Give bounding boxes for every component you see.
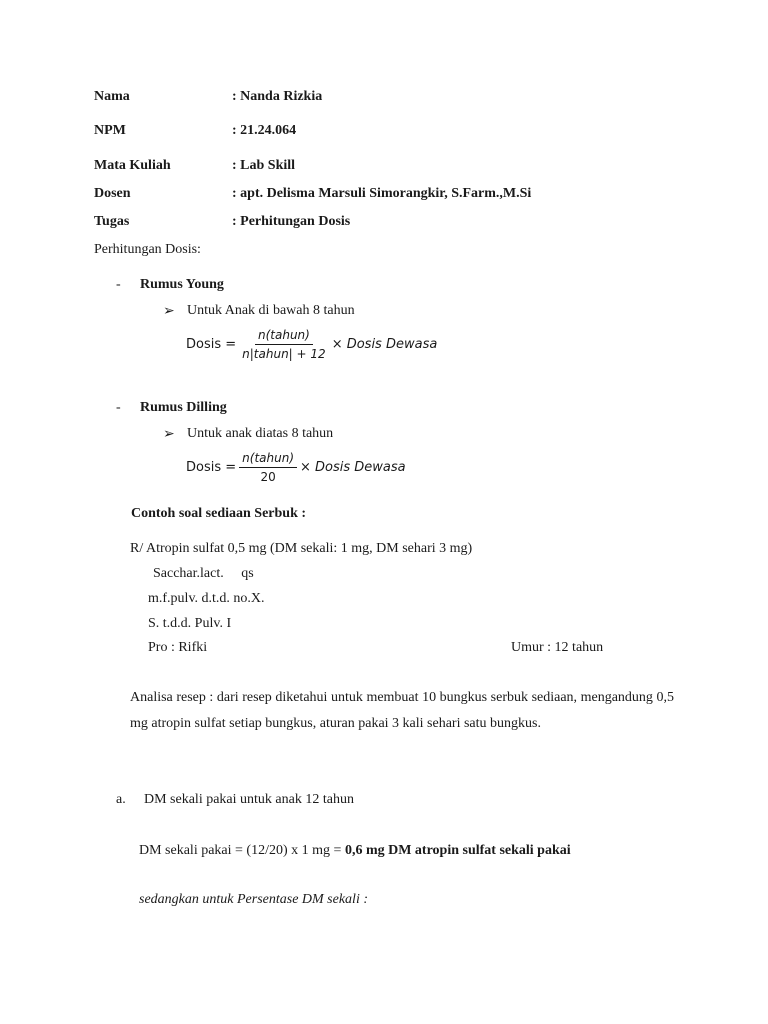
label-npm: NPM bbox=[94, 123, 126, 138]
young-arrow-icon: ➢ bbox=[163, 304, 175, 319]
value-tugas: : Perhitungan Dosis bbox=[232, 214, 351, 229]
dilling-formula bbox=[186, 449, 406, 486]
label-dosen: Dosen bbox=[94, 186, 131, 201]
part-a-calc bbox=[139, 843, 571, 859]
young-bullet: - bbox=[116, 277, 121, 292]
intro-text: Perhitungan Dosis: bbox=[94, 242, 201, 257]
dilling-rhs: × Dosis Dewasa bbox=[300, 460, 406, 475]
young-denominator: n|tahun| + 12 bbox=[242, 347, 326, 361]
value-dosen: : apt. Delisma Marsuli Simorangkir, S.Farm.,M.Si bbox=[232, 186, 532, 201]
label-mata-kuliah: Mata Kuliah bbox=[94, 158, 171, 173]
part-a-note: sedangkan untuk Persentase DM sekali : bbox=[139, 892, 368, 907]
example-title: Contoh soal sediaan Serbuk : bbox=[131, 506, 307, 521]
analysis-paragraph: Analisa resep : dari resep diketahui untuk membuat 10 bungkus serbuk sediaan, mengandung 0,5 mg atropin sulfat setiap bungkus, aturan pakai 3 kali sehari satu bungkus. bbox=[130, 690, 674, 731]
part-a-marker: a. bbox=[116, 792, 126, 807]
dilling-lhs: Dosis = bbox=[186, 460, 237, 475]
young-title: Rumus Young bbox=[140, 277, 224, 292]
young-lhs: Dosis = bbox=[186, 337, 237, 352]
recipe-line-2: Sacchar.lact. qs bbox=[153, 566, 254, 581]
value-npm: : 21.24.064 bbox=[232, 123, 297, 138]
recipe-pro: Pro : Rifki bbox=[148, 640, 208, 655]
label-tugas: Tugas bbox=[94, 214, 130, 229]
dilling-title: Rumus Dilling bbox=[140, 400, 227, 415]
recipe-umur: Umur : 12 tahun bbox=[511, 640, 604, 655]
young-numerator: n(tahun) bbox=[255, 326, 313, 345]
young-rhs: × Dosis Dewasa bbox=[331, 337, 438, 352]
dilling-denominator: 20 bbox=[260, 470, 276, 484]
dilling-bullet: - bbox=[116, 400, 121, 415]
recipe-line-4: S. t.d.d. Pulv. I bbox=[148, 616, 232, 631]
recipe-line-1: R/ Atropin sulfat 0,5 mg (DM sekali: 1 mg, DM sehari 3 mg) bbox=[130, 541, 473, 556]
value-mata-kuliah: : Lab Skill bbox=[232, 158, 296, 173]
part-a-calc-result: 0,6 mg DM atropin sulfat sekali pakai bbox=[344, 843, 571, 858]
recipe-line-3: m.f.pulv. d.t.d. no.X. bbox=[148, 591, 265, 606]
young-formula bbox=[186, 326, 437, 363]
part-a-calc-prefix: DM sekali pakai = (12/20) x 1 mg = bbox=[139, 843, 342, 858]
label-nama: Nama bbox=[94, 89, 130, 104]
part-a-heading: DM sekali pakai untuk anak 12 tahun bbox=[144, 792, 354, 807]
dilling-numerator: n(tahun) bbox=[239, 449, 297, 468]
value-nama: : Nanda Rizkia bbox=[232, 89, 323, 104]
dilling-arrow-icon: ➢ bbox=[163, 427, 175, 442]
young-condition: Untuk Anak di bawah 8 tahun bbox=[187, 303, 355, 318]
dilling-condition: Untuk anak diatas 8 tahun bbox=[187, 426, 334, 441]
